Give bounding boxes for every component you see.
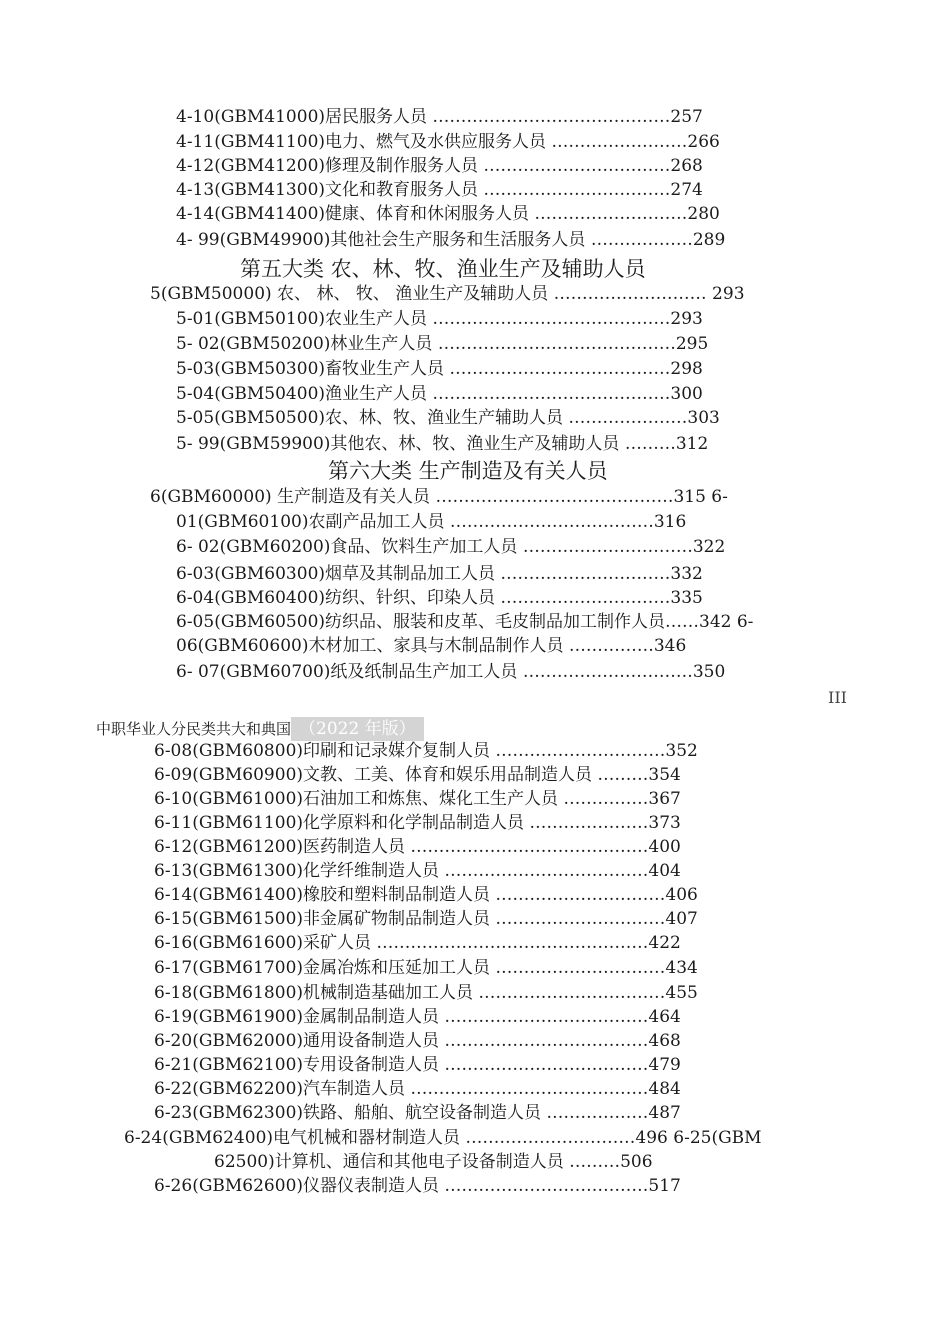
- toc-entry: 6- 07(GBM60700)纸及纸制品生产加工人员 …………………………350: [176, 662, 726, 682]
- toc-entry: 5(GBM50000) 农、 林、 牧、 渔业生产及辅助人员 ……………………… 293: [150, 284, 745, 304]
- toc-entry: 6-20(GBM62000)通用设备制造人员 ………………………………468: [154, 1031, 681, 1051]
- toc-entry: 5-03(GBM50300)畜牧业生产人员 …………………………………298: [176, 359, 703, 379]
- toc-entry: 6-03(GBM60300)烟草及其制品加工人员 …………………………332: [176, 564, 703, 584]
- toc-entry: 5-05(GBM50500)农、林、牧、渔业生产辅助人员 …………………303: [176, 408, 720, 428]
- toc-entry: 6-17(GBM61700)金属冶炼和压延加工人员 …………………………434: [154, 958, 698, 978]
- toc-entry: 6-21(GBM62100)专用设备制造人员 ………………………………479: [154, 1055, 681, 1075]
- toc-entry: 6-04(GBM60400)纺织、针织、印染人员 …………………………335: [176, 588, 703, 608]
- toc-entry: 5-01(GBM50100)农业生产人员 ……………………………………293: [176, 309, 703, 329]
- toc-entry: 6-22(GBM62200)汽车制造人员 ……………………………………484: [154, 1079, 681, 1099]
- toc-entry: 6-09(GBM60900)文教、工美、体育和娱乐用品制造人员 ………354: [154, 765, 681, 785]
- toc-entry: 6-15(GBM61500)非金属矿物制品制造人员 …………………………407: [154, 909, 698, 929]
- toc-entry: 01(GBM60100)农副产品加工人员 ………………………………316: [176, 512, 687, 532]
- toc-entry: 6-11(GBM61100)化学原料和化学制品制造人员 …………………373: [154, 813, 681, 833]
- toc-entry: 6-26(GBM62600)仪器仪表制造人员 ………………………………517: [154, 1176, 681, 1196]
- toc-entry: 4-10(GBM41000)居民服务人员 ……………………………………257: [176, 107, 703, 127]
- toc-entry: 6-24(GBM62400)电气机械和器材制造人员 …………………………496 6-25(GBM: [124, 1128, 762, 1148]
- toc-entry: 6-23(GBM62300)铁路、船舶、航空设备制造人员 ………………487: [154, 1103, 681, 1123]
- toc-entry: 6-13(GBM61300)化学纤维制造人员 ………………………………404: [154, 861, 681, 881]
- toc-entry: 5- 99(GBM59900)其他农、林、牧、渔业生产及辅助人员 ………312: [176, 434, 709, 454]
- toc-entry: 4- 99(GBM49900)其他社会生产服务和生活服务人员 ………………289: [176, 230, 726, 250]
- toc-entry: 6-16(GBM61600)采矿人员 …………………………………………422: [154, 933, 681, 953]
- toc-entry: 6- 02(GBM60200)食品、饮料生产加工人员 …………………………322: [176, 537, 726, 557]
- toc-entry: 5-04(GBM50400)渔业生产人员 ……………………………………300: [176, 384, 703, 404]
- toc-entry: 62500)计算机、通信和其他电子设备制造人员 ………506: [214, 1152, 653, 1172]
- page-number: III: [828, 688, 847, 707]
- running-header: [96, 714, 424, 739]
- toc-entry: 6-12(GBM61200)医药制造人员 ……………………………………400: [154, 837, 681, 857]
- toc-entry: 5- 02(GBM50200)林业生产人员 ……………………………………295: [176, 334, 709, 354]
- toc-entry: 6-19(GBM61900)金属制品制造人员 ………………………………464: [154, 1007, 681, 1027]
- header-title: 中职华业人分民类共大和典国: [96, 720, 292, 738]
- section-heading: 第五大类 农、林、牧、渔业生产及辅助人员: [240, 257, 646, 281]
- toc-entry: 6(GBM60000) 生产制造及有关人员 ……………………………………315 6-: [150, 487, 728, 507]
- toc-entry: 06(GBM60600)木材加工、家具与木制品制作人员 ……………346: [176, 636, 687, 656]
- toc-entry: 6-05(GBM60500)纺织品、服装和皮革、毛皮制品加工制作人员……342 6-: [176, 612, 754, 632]
- toc-entry: 4-13(GBM41300)文化和教育服务人员 ……………………………274: [176, 180, 703, 200]
- toc-entry: 4-11(GBM41100)电力、燃气及水供应服务人员 ……………………266: [176, 132, 720, 152]
- header-year: （2022 年版）: [291, 717, 424, 741]
- toc-entry: 6-18(GBM61800)机械制造基础加工人员 ……………………………455: [154, 983, 698, 1003]
- toc-entry: 6-14(GBM61400)橡胶和塑料制品制造人员 …………………………406: [154, 885, 698, 905]
- section-heading: 第六大类 生产制造及有关人员: [328, 459, 608, 483]
- toc-entry: 4-14(GBM41400)健康、体育和休闲服务人员 ………………………280: [176, 204, 720, 224]
- toc-entry: 6-08(GBM60800)印刷和记录媒介复制人员 …………………………352: [154, 741, 698, 761]
- toc-entry: 6-10(GBM61000)石油加工和炼焦、煤化工生产人员 ……………367: [154, 789, 681, 809]
- toc-entry: 4-12(GBM41200)修理及制作服务人员 ……………………………268: [176, 156, 703, 176]
